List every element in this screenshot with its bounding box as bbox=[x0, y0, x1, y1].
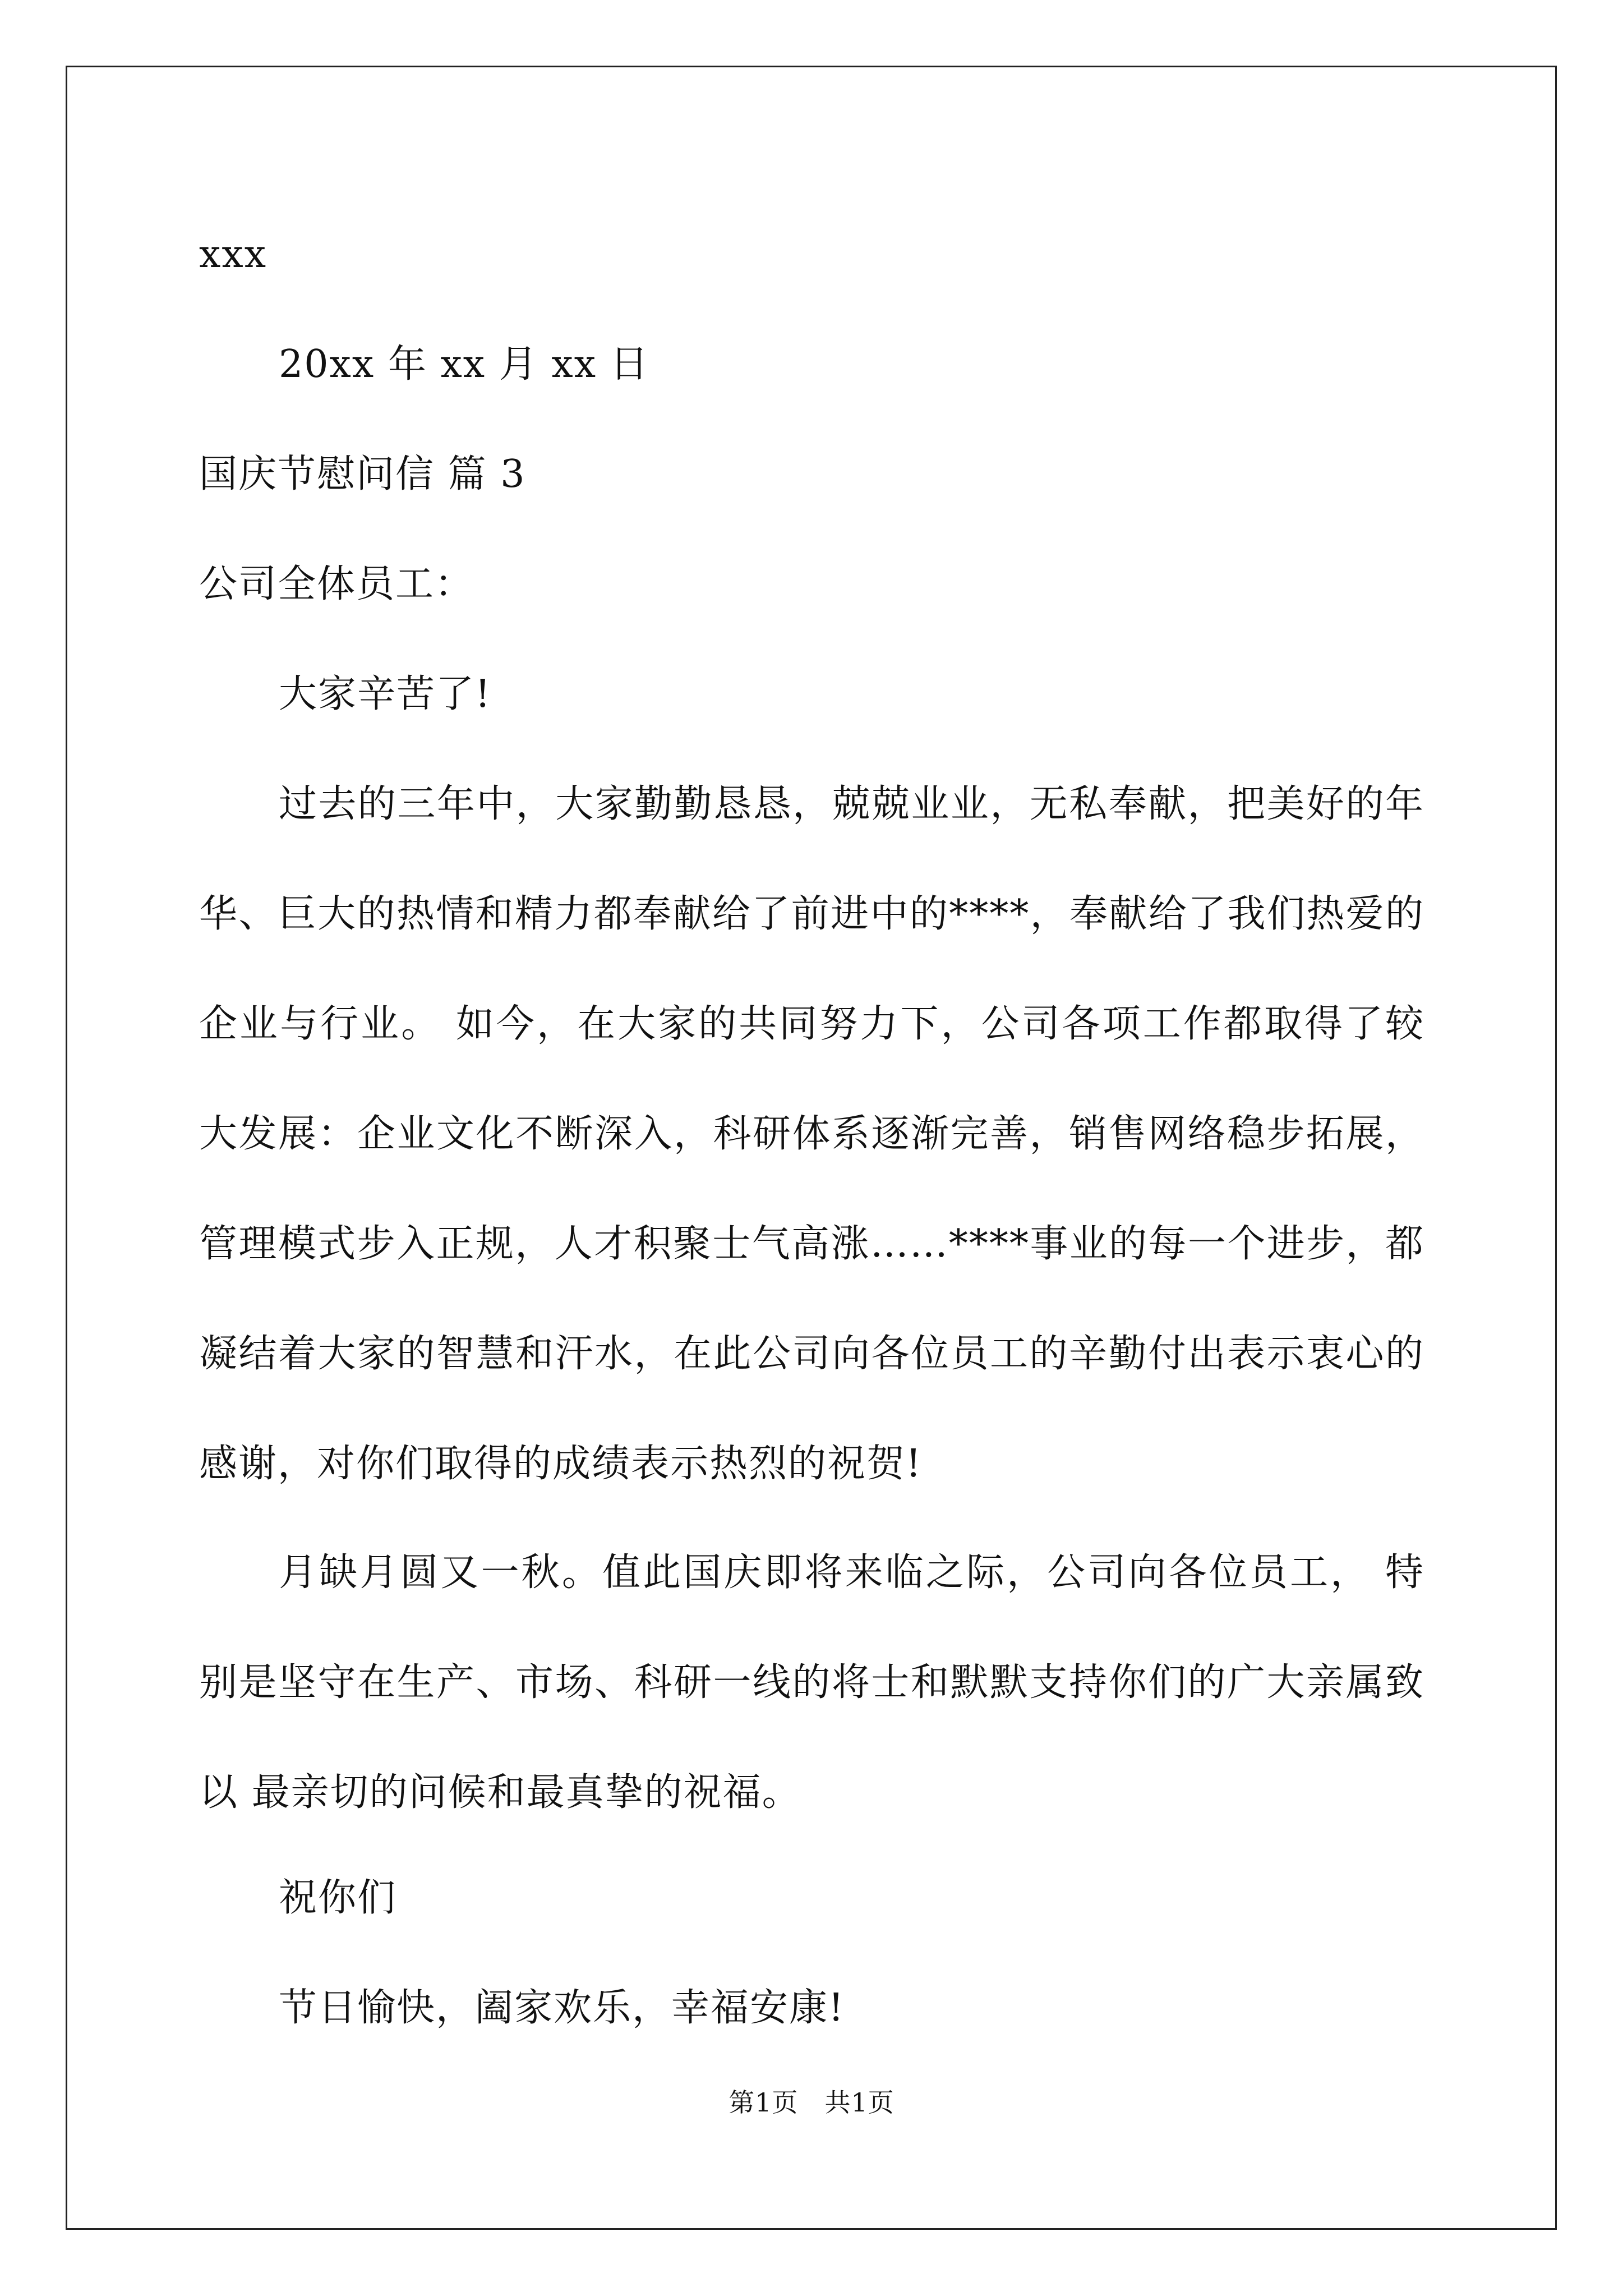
greeting-text: 大家辛苦了! bbox=[279, 672, 492, 716]
closing-line: 祝你们 bbox=[279, 1876, 397, 1920]
date-text: 20xx 年 xx 月 xx 日 bbox=[279, 342, 649, 386]
body-paragraph: 月缺月圆又一秋。值此国庆即将来临之际，公司向各位员工， 特别是坚守在生产、市场、科研一线的将士和默默支持你们的广大亲属致以 最亲切的问候和最真挚的祝福。 bbox=[199, 1550, 1424, 1815]
section-title: 国庆节慰问信 篇 3 bbox=[199, 452, 526, 496]
body-paragraph: 过去的三年中，大家勤勤恳恳，兢兢业业，无私奉献，把美好的年华、巨大的热情和精力都奉献给了前进中的****，奉献给了我们热爱的企业与行业。 如今，在大家的共同努力下，公司各项工作都取得了较大发展：企业文化不断深入，科研体系逐渐完善，销售网络稳步拓展，管理模式步入正规，人才积聚士气高涨……****事业的每一个进步，都凝结着大家的智慧和汗水，在此公司向各位员工的辛勤付出表示衷心的感谢，对你们取得的成绩表示热烈的祝贺! bbox=[199, 782, 1424, 1486]
signature-text: xxx bbox=[199, 232, 268, 277]
salutation-text: 公司全体员工： bbox=[199, 562, 474, 606]
closing-line: 节日愉快，阖家欢乐，幸福安康! bbox=[279, 1986, 845, 2030]
page-footer: 第1页 共1页 bbox=[728, 2087, 895, 2118]
